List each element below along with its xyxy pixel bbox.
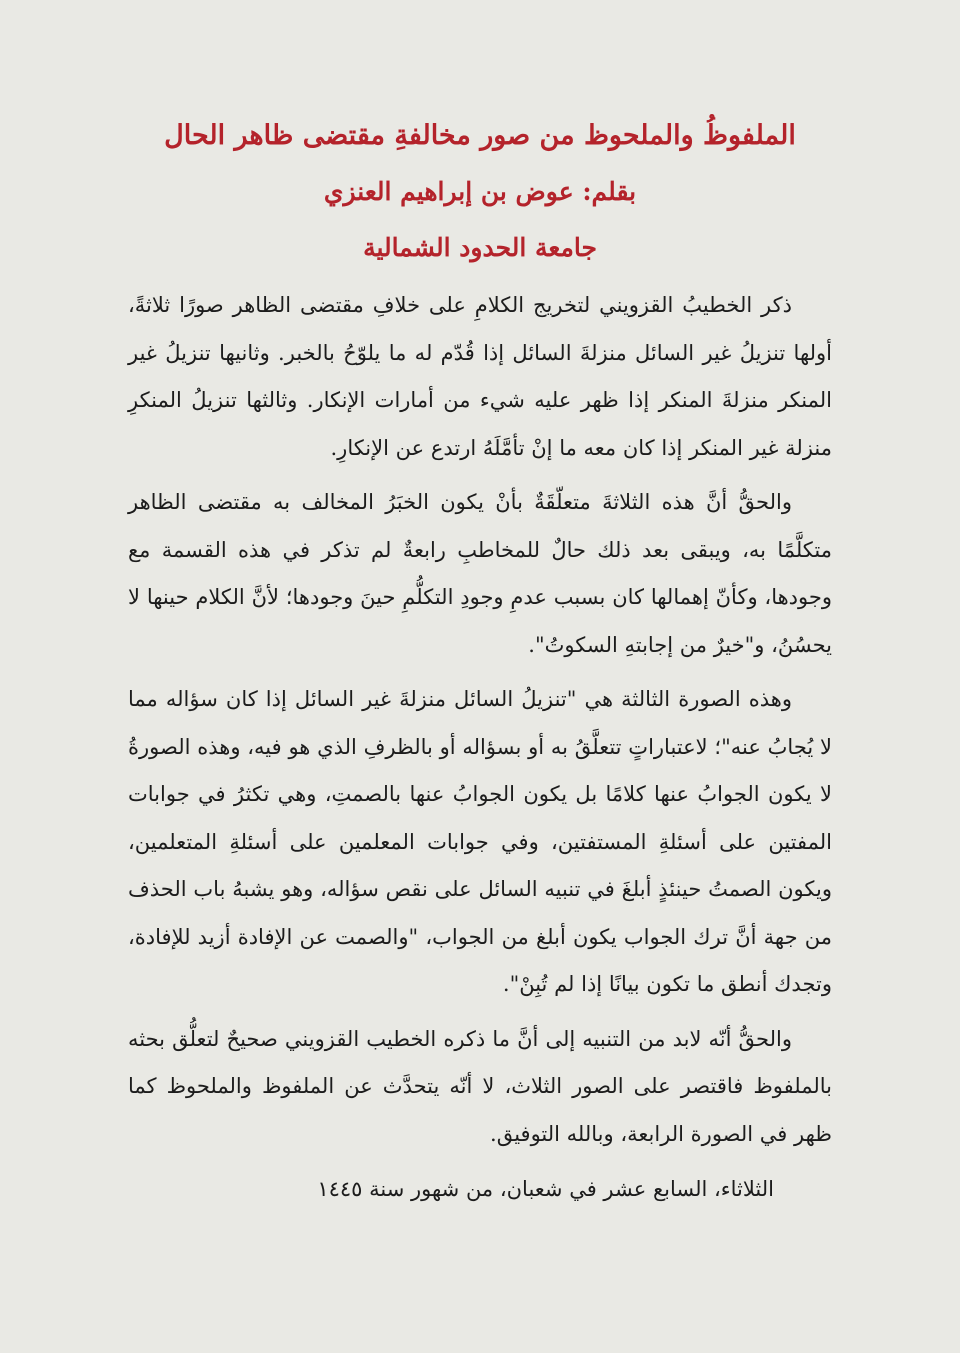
author-affiliation: جامعة الحدود الشمالية: [363, 233, 597, 262]
article-body: [128, 282, 832, 1158]
article-page: [128, 108, 832, 1213]
paragraph-3: وهذه الصورة الثالثة هي "تنزيلُ السائل منزلةَ غير السائل إذا كان سؤاله مما لا يُجابُ عنه"؛ لاعتباراتٍ تتعلَّقُ به أو بسؤاله أو بالظرفِ الذي هو فيه، وهذه الصورةُ لا يكون الجوابُ عنها كلامًا بل يكون الجوابُ عنها بالصمتِ، وهي تكثرُ في جوابات المفتين على أسئلةِ المستفتين، وفي جوابات المعلمين على أسئلةِ المتعلمين، ويكون الصمتُ حينئذٍ أبلغَ في تنبيه السائل على نقص سؤاله، وهو يشبهُ باب الحذف من جهة أنَّ ترك الجواب يكون أبلغ من الجواب، "والصمت عن الإفادة أزيد للإفادة، وتجدك أنطق ما تكون بيانًا إذا لم تُبِنْ".: [128, 687, 832, 996]
article-title: الملفوظُ والملحوظ من صور مخالفةِ مقتضى ظاهر الحال: [164, 120, 796, 151]
paragraph-1: ذكر الخطيبُ القزويني لتخريج الكلامِ على خلافِ مقتضى الظاهر صورًا ثلاثةً، أولها تنزيلُ غير السائل منزلةَ السائل إذا قُدّم له ما يلوّحُ بالخبر. وثانيها تنزيلُ غير المنكر منزلةَ المنكر إذا ظهر عليه شيء من أمارات الإنكار. وثالثها تنزيلُ المنكرِ منزلة غير المنكر إذا كان معه ما إنْ تأمَّلَهُ ارتدع عن الإنكارِ.: [128, 293, 832, 460]
title-block: [128, 108, 832, 276]
author-byline: بقلم: عوض بن إبراهيم العنزي: [323, 177, 637, 206]
paragraph-2: والحقُّ أنَّ هذه الثلاثةَ متعلّقَةٌ بأنْ يكون الخبَرُ المخالف به مقتضى الظاهر متكلَّمًا به، ويبقى بعد ذلك حالٌ للمخاطبِ رابعةٌ لم تذكر في هذه القسمة مع وجودها، وكأنّ إهمالها كان بسبب عدمِ وجودِ التكلُّمِ حينَ وجودها؛ لأنَّ الكلام حينها لا يحسُنُ، و"خيرٌ من إجابتهِ السكوتُ".: [128, 490, 832, 657]
paragraph-4: والحقُّ أنّه لابد من التنبيه إلى أنَّ ما ذكره الخطيب القزويني صحيحٌ لتعلُّق بحثه بالملفوظ فاقتصر على الصور الثلاث، لا أنّه يتحدَّث عن الملفوظ والملحوظ كما ظهر في الصورة الرابعة، وبالله التوفيق.: [128, 1026, 832, 1146]
date-line: الثلاثاء، السابع عشر في شعبان، من شهور سنة ١٤٤٥: [317, 1177, 774, 1201]
